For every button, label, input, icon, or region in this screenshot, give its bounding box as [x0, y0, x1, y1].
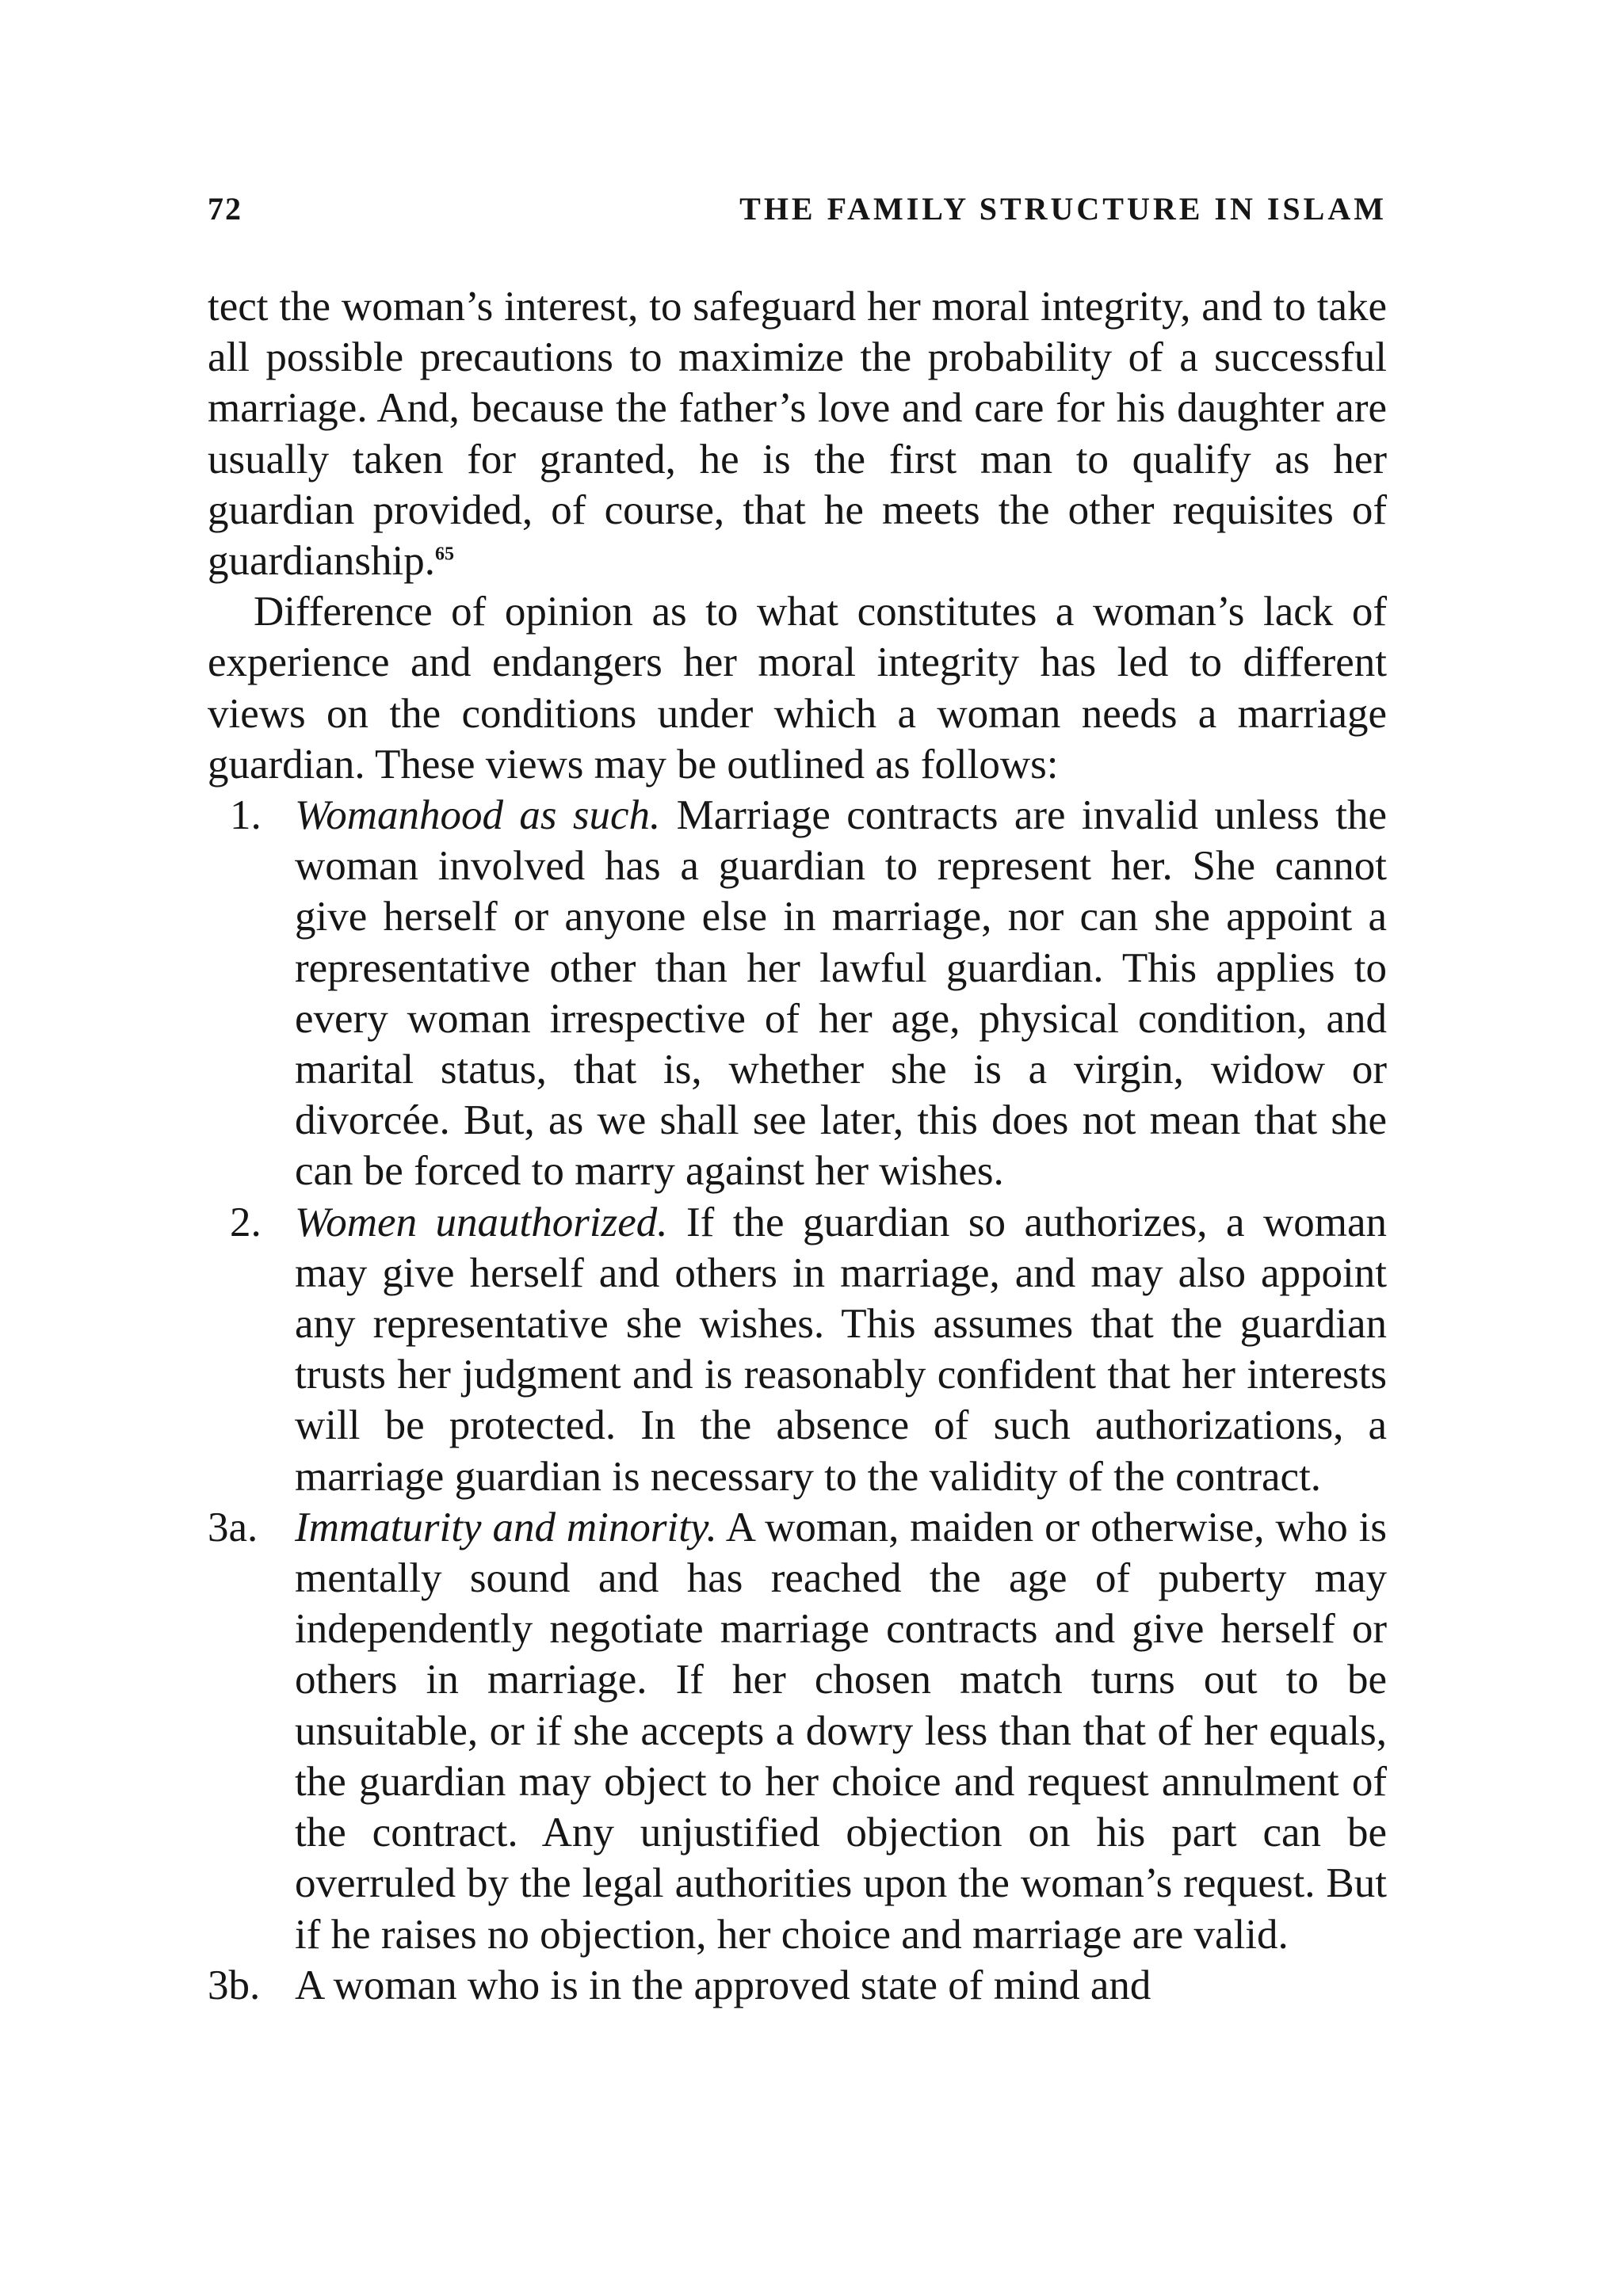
list-item-number: 1. — [230, 792, 262, 839]
list-item-number: 3a. — [208, 1504, 258, 1550]
list-item — [208, 790, 1387, 1197]
paragraph-text: tect the woman’s interest, to safeguard her moral integrity, and to take all possible precautions to maximize the probability of a successful marriage. And, because the father’s love and care for his daughter are usually taken for granted, he is the first man to qualify as her guardian provided, of course, that he meets the other requisites of guardianship. — [208, 284, 1387, 585]
footnote-marker: 65 — [435, 543, 455, 565]
list-item — [208, 1502, 1387, 1960]
list-item-text: A woman who is in the approved state of mind and — [295, 1962, 1151, 2008]
paragraph: Difference of opinion as to what constitutes a woman’s lack of experience and endangers her moral integrity has led to different views on the conditions under which a woman needs a marriage guardian. These views may be outlined as follows: — [208, 589, 1387, 788]
page-header — [208, 190, 1387, 227]
list-item-text: If the guardian so authorizes, a woman may give herself and others in marriage, and may also appoint any representative she wishes. This assumes that the guardian trusts her judgment and is reasonably confident that her interests will be protected. In the absence of such authorizations, a marriage guardian is necessary to the validity of the contract. — [295, 1199, 1387, 1500]
body-text — [208, 281, 1387, 2011]
list-item-text: Marriage contracts are invalid unless the woman involved has a guardian to represent her. She cannot give herself or anyone else in marriage, nor can she appoint a representative other than her lawful guardian. This applies to every woman irrespective of her age, physical condition, and marital status, that is, whether she is a virgin, widow or divorcée. But, as we shall see later, this does not mean that she can be forced to marry against her wishes. — [295, 792, 1387, 1195]
list-item-title: Womanhood as such. — [295, 792, 661, 839]
list-item-text: A woman, maiden or otherwise, who is mentally sound and has reached the age of puberty may independently negotiate marriage contracts and give herself or others in marriage. If her chosen match turns out to be unsuitable, or if she accepts a dowry less than that of her equals, the guardian may object to her choice and request annulment of the contract. Any unjustified objection on his part can be overruled by the legal authorities upon the woman’s request. But if he raises no objection, her choice and marriage are valid. — [295, 1504, 1388, 1958]
list-item — [208, 1197, 1387, 1502]
paragraph — [208, 281, 1387, 586]
page-number: 72 — [208, 191, 242, 227]
list-item-number: 2. — [230, 1199, 262, 1245]
list-item-title: Women unauthorized. — [295, 1199, 668, 1245]
running-title: THE FAMILY STRUCTURE IN ISLAM — [739, 191, 1387, 227]
list-item-number: 3b. — [208, 1962, 261, 2008]
list-item-title: Immaturity and minority. — [295, 1504, 717, 1550]
list-item — [208, 1960, 1387, 2011]
